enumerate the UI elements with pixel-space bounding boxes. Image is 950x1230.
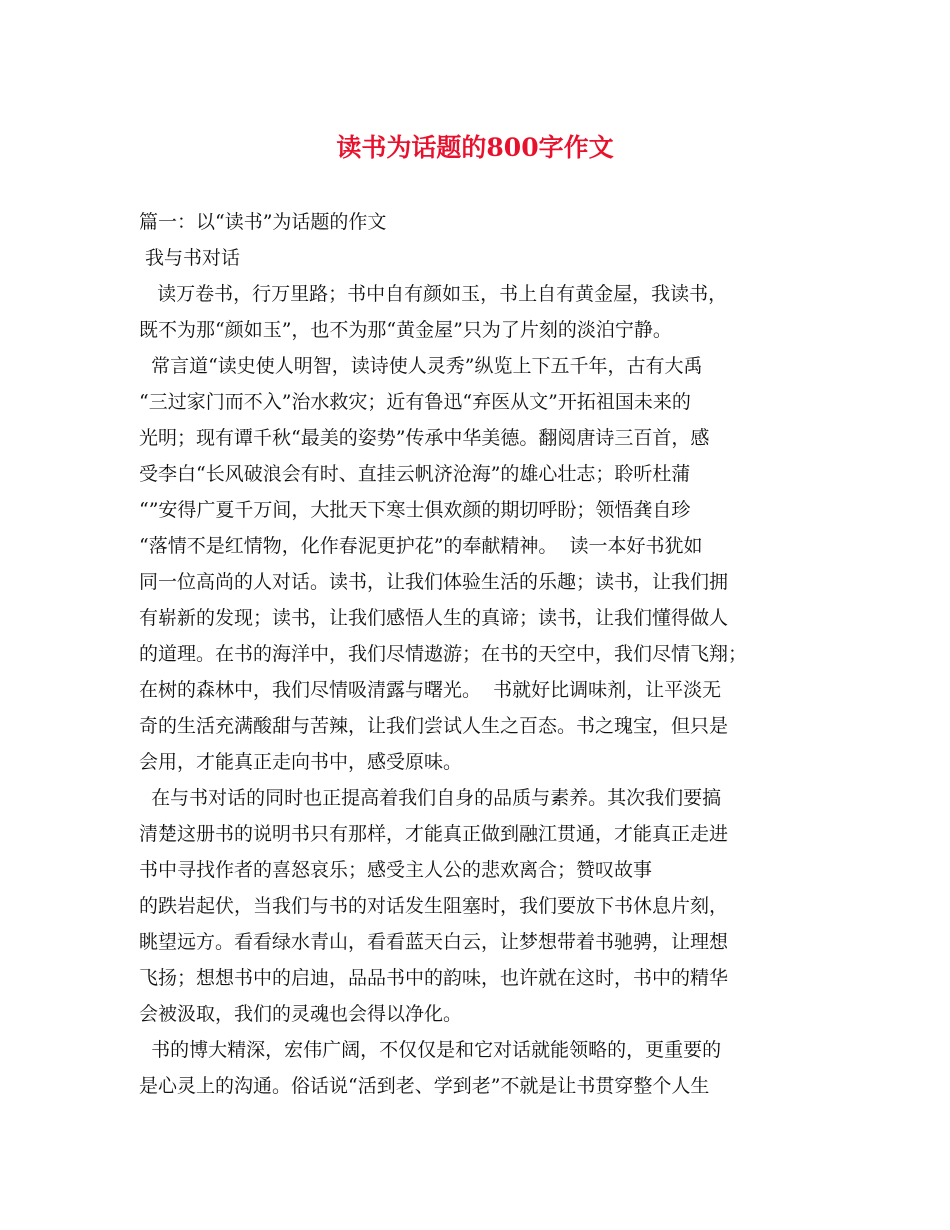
text-line: 我与书对话 — [139, 247, 241, 269]
text-line: 的跌岩起伏，当我们与书的对话发生阻塞时，我们要放下书休息片刻， — [139, 895, 729, 917]
text-line: 书的博大精深，宏伟广阔，不仅仅是和它对话就能领略的，更重要的 — [139, 1039, 722, 1061]
text-line: 眺望远方。看看绿水青山，看看蓝天白云，让梦想带着书驰骋，让理想 — [139, 931, 729, 953]
document-title: 读书为话题的800字作文 — [336, 133, 614, 162]
text-line: 既不为那“颜如玉”，也不为那“黄金屋”只为了片刻的淡泊宁静。 — [139, 319, 672, 341]
text-line: 光明；现有谭千秋“最美的姿势”传承中华美德。翻阅唐诗三百首，感 — [139, 427, 710, 449]
text-line: 有崭新的发现；读书，让我们感悟人生的真谛；读书，让我们懂得做人 — [139, 607, 729, 629]
text-line: 清楚这册书的说明书只有那样，才能真正做到融江贯通，才能真正走进 — [139, 823, 729, 845]
text-line: 在树的森林中，我们尽情吸清露与曙光。 书就好比调味剂，让平淡无 — [139, 679, 722, 701]
text-line: 的道理。在书的海洋中，我们尽情遨游；在书的天空中，我们尽情飞翔； — [139, 643, 748, 665]
text-line: “三过家门而不入”治水救灾；近有鲁迅“弃医从文”开拓祖国未来的 — [139, 391, 691, 413]
text-line: 是心灵上的沟通。俗话说“活到老、学到老”不就是让书贯穿整个人生 — [139, 1075, 710, 1097]
text-line: 在与书对话的同时也正提高着我们自身的品质与素养。其次我们要搞 — [139, 787, 722, 809]
text-line: “”安得广夏千万间，大批天下寒士俱欢颜的期切呼盼；领悟龚自珍 — [139, 499, 691, 521]
document-body — [139, 204, 819, 1104]
text-line: 受李白“长风破浪会有时、直挂云帆济沧海”的雄心壮志；聆听杜蒲 — [139, 463, 691, 485]
text-line: 奇的生活充满酸甜与苦辣，让我们尝试人生之百态。书之瑰宝，但只是 — [139, 715, 729, 737]
text-line: 常言道“读史使人明智，读诗使人灵秀”纵览上下五千年，古有大禹 — [139, 355, 703, 377]
text-line: 会用，才能真正走向书中，感受原味。 — [139, 751, 463, 773]
text-line: “落情不是红情物，化作春泥更护花”的奉献精神。 读一本好书犹如 — [139, 535, 703, 557]
text-line: 篇一：以“读书”为话题的作文 — [139, 211, 387, 233]
text-line: 读万卷书，行万里路；书中自有颜如玉，书上自有黄金屋，我读书， — [139, 283, 728, 305]
text-line: 会被汲取，我们的灵魂也会得以净化。 — [139, 1003, 463, 1025]
text-line: 书中寻找作者的喜怒哀乐；感受主人公的悲欢离合；赞叹故事 — [139, 859, 653, 881]
text-line: 同一位高尚的人对话。读书，让我们体验生活的乐趣；读书，让我们拥 — [139, 571, 729, 593]
text-line: 飞扬；想想书中的启迪，品品书中的韵味，也许就在这时，书中的精华 — [139, 967, 729, 989]
